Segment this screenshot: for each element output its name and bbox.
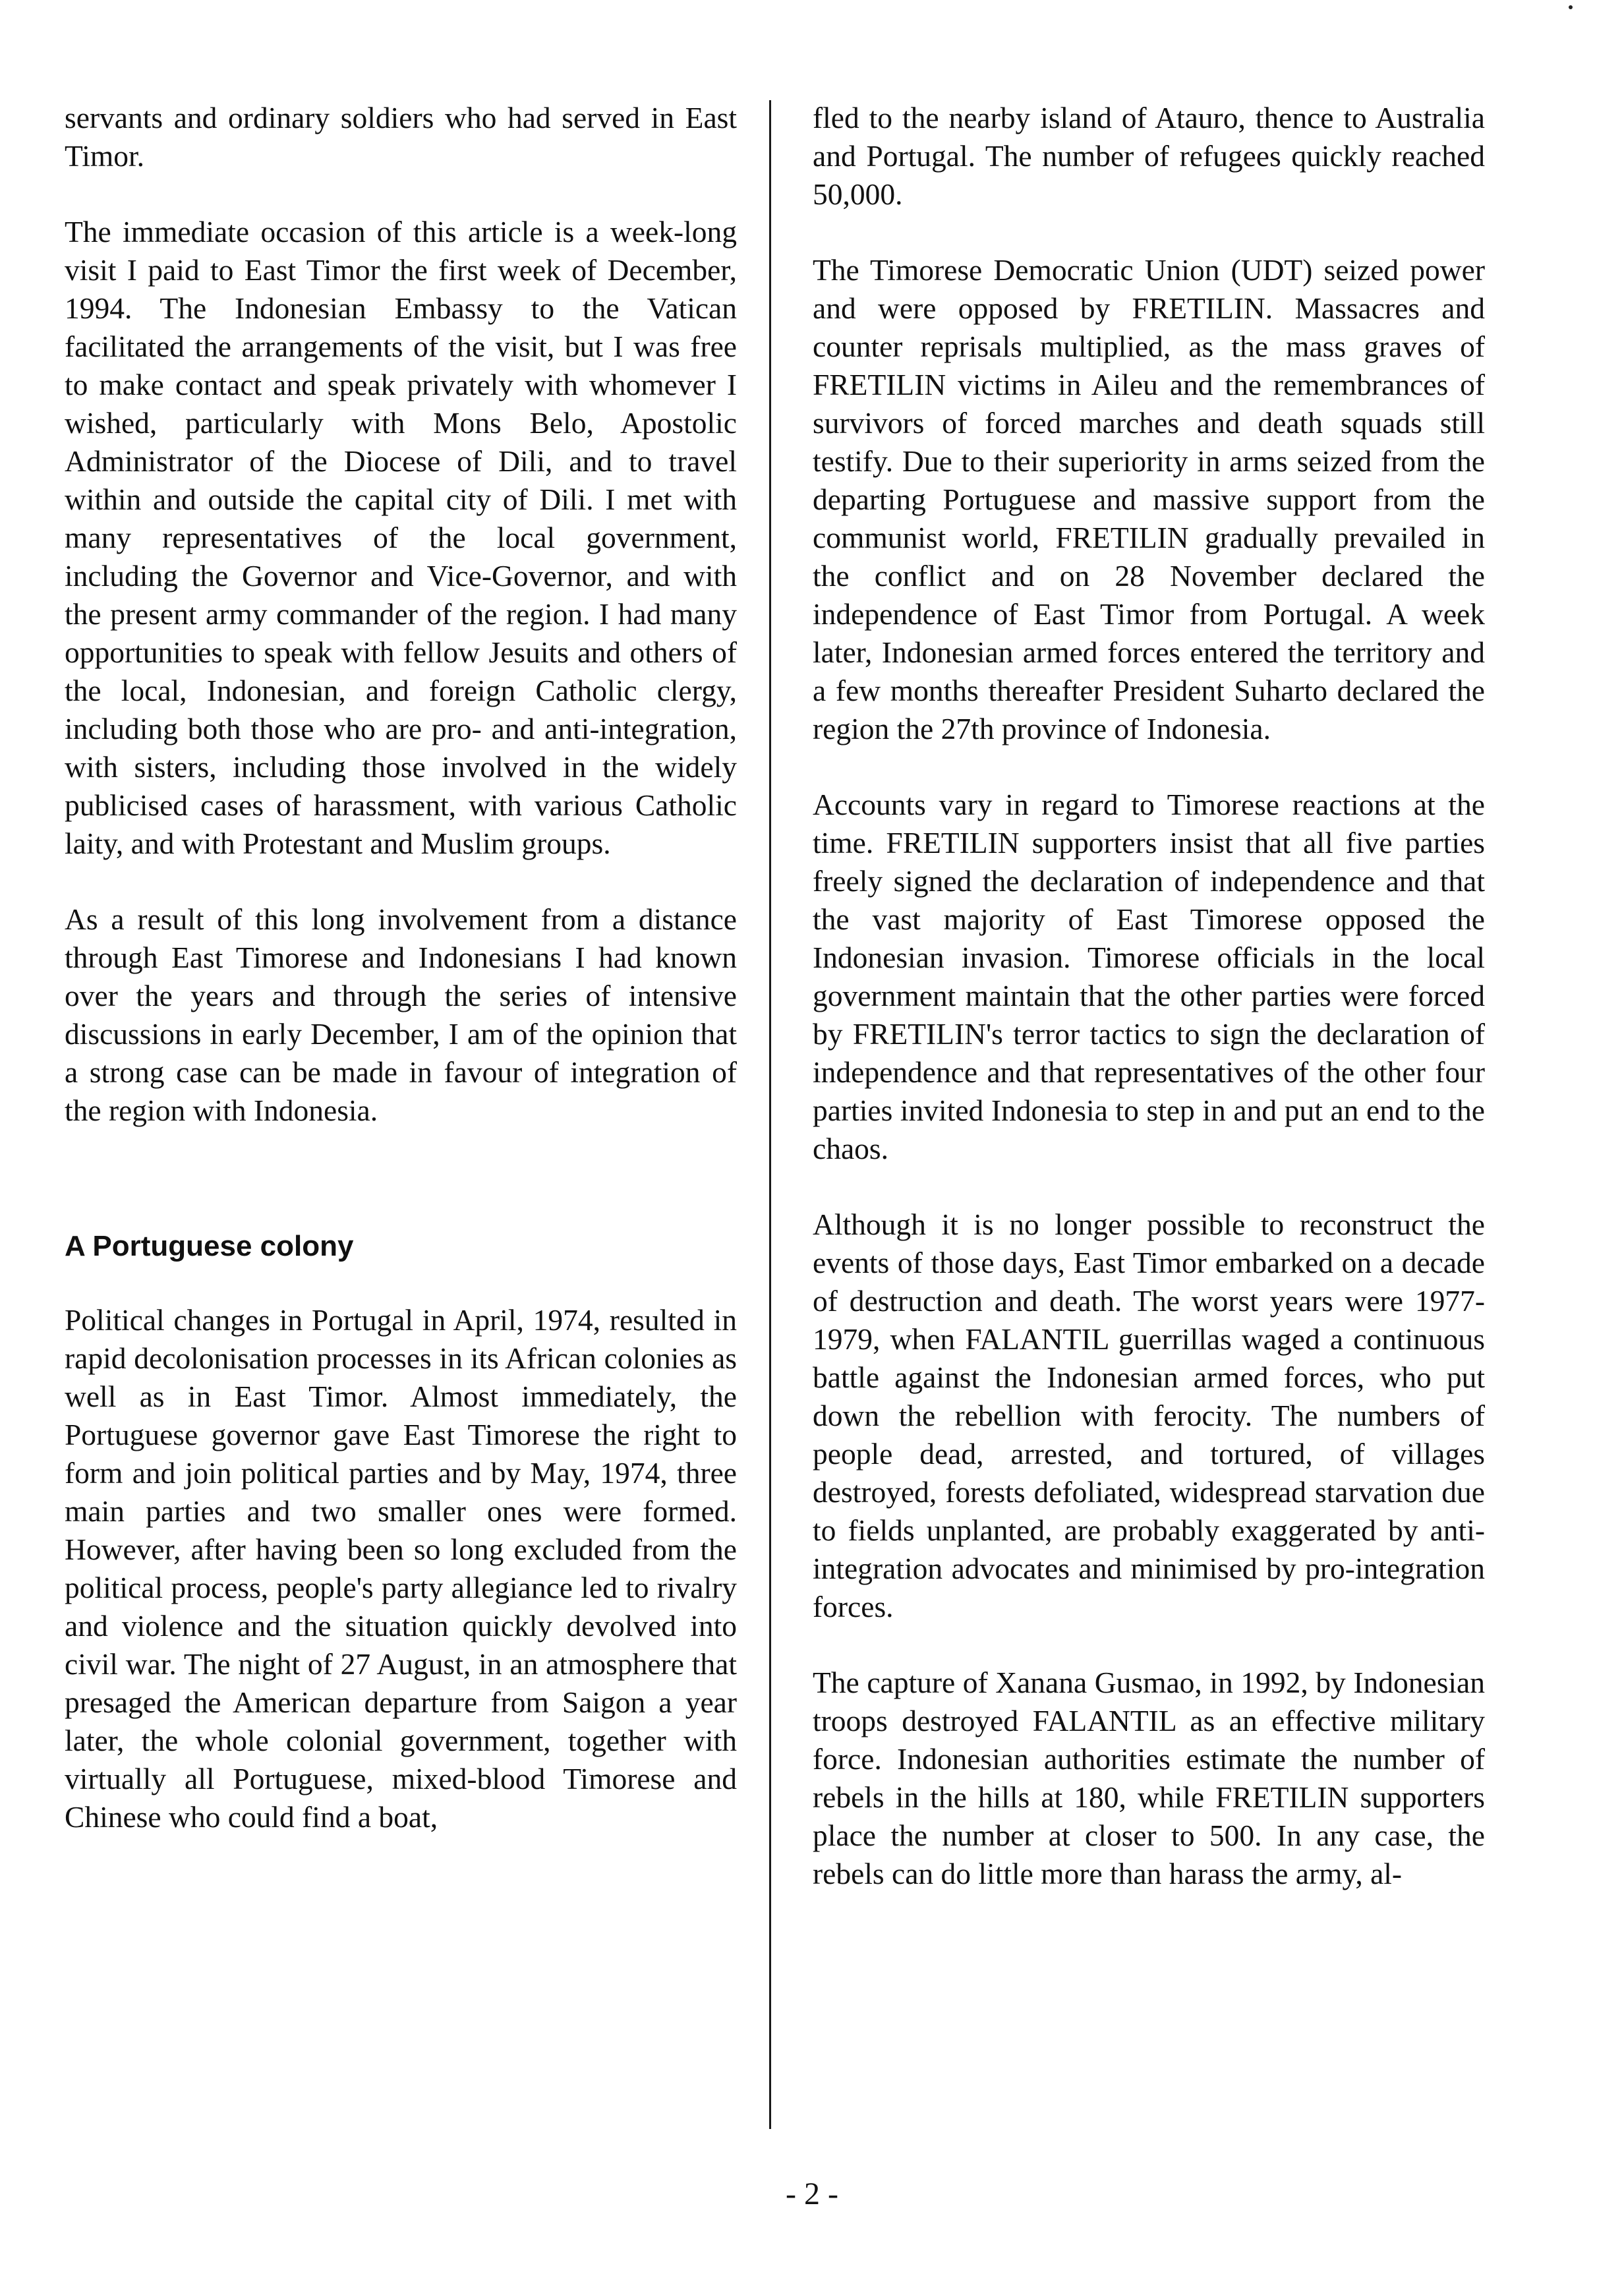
paragraph: The capture of Xanana Gusmao, in 1992, by Indonesian troops destroyed FALANTIL as an effective military force. Indonesian authorities estimate the number of rebels in the hills at 180, while FRETILIN supporters place the number at closer to 500. In any case, the rebels can do little more than harass the army, al- bbox=[813, 1666, 1485, 1890]
scan-speck bbox=[1569, 5, 1573, 9]
paragraph: The Timorese Democratic Union (UDT) seized power and were opposed by FRETILIN. Massacres and counter reprisals multiplied, as the mass graves of FRETILIN victims in Aileu and the remembrances of survivors of forced marches and death squads still testify. Due to their superiority in arms seized from the departing Portuguese and massive support from the communist world, FRETILIN gradually prevailed in the conflict and on 28 November declared the independence of East Timor from Portugal. A week later, Indonesian armed forces entered the territory and a few months thereafter President Suharto declared the region the 27th province of Indonesia. bbox=[813, 253, 1485, 745]
paragraph: As a result of this long involvement from a distance through East Timorese and Indonesians I had known over the years and through the series of intensive discussions in early December, I am of the opinion that a strong case can be made in favour of integration of the region with Indonesia. bbox=[65, 902, 737, 1127]
column-divider bbox=[769, 100, 771, 2129]
paragraph: fled to the nearby island of Atauro, thence to Australia and Portugal. The number of refugees quickly reached 50,000. bbox=[813, 101, 1485, 211]
left-column bbox=[65, 99, 737, 1836]
right-column bbox=[813, 99, 1485, 1893]
paragraph: servants and ordinary soldiers who had served in East Timor. bbox=[65, 101, 737, 173]
paragraph: Accounts vary in regard to Timorese reactions at the time. FRETILIN supporters insist that all five parties freely signed the declaration of independence and that the vast majority of East Timorese opposed the Indonesian invasion. Timorese officials in the local government maintain that the other parties were forced by FRETILIN's terror tactics to sign the declaration of independence and that representatives of the other four parties invited Indonesia to step in and put an end to the chaos. bbox=[813, 788, 1485, 1165]
paragraph: The immediate occasion of this article is a week-long visit I paid to East Timor the first week of December, 1994. The Indonesian Embassy to the Vatican facilitated the arrangements of the visit, but I was free to make contact and speak privately with whomever I wished, particularly with Mons Belo, Apostolic Administrator of the Diocese of Dili, and to travel within and outside the capital city of Dili. I met with many representatives of the local government, including the Governor and Vice-Governor, and with the present army commander of the region. I had many opportunities to speak with fellow Jesuits and others of the local, Indonesian, and foreign Catholic clergy, including both those who are pro- and anti-integration, with sisters, including those involved in the widely publicised cases of harassment, with various Catholic laity, and with Protestant and Muslim groups. bbox=[65, 215, 737, 860]
paragraph: Although it is no longer possible to reconstruct the events of those days, East Timor embarked on a decade of destruction and death. The worst years were 1977-1979, when FALANTIL guerrillas waged a continuous battle against the Indonesian armed forces, who put down the rebellion with ferocity. The numbers of people dead, arrested, and tortured, of villages destroyed, forests defoliated, widespread starvation due to fields unplanted, are probably exaggerated by anti-integration advocates and minimised by pro-integration forces. bbox=[813, 1208, 1485, 1623]
paragraph: Political changes in Portugal in April, 1974, resulted in rapid decolonisation processes in its African colonies as well as in East Timor. Almost immediately, the Portuguese governor gave East Timorese the right to form and join political parties and by May, 1974, three main parties and two smaller ones were formed. However, after having been so long excluded from the political process, people's party allegiance led to rivalry and violence and the situation quickly devolved into civil war. The night of 27 August, in an atmosphere that presaged the American departure from Saigon a year later, the whole colonial government, together with virtually all Portuguese, mixed-blood Timorese and Chinese who could find a boat, bbox=[65, 1303, 737, 1834]
section-heading: A Portuguese colony bbox=[65, 1230, 354, 1262]
page-number: - 2 - bbox=[786, 2176, 838, 2211]
